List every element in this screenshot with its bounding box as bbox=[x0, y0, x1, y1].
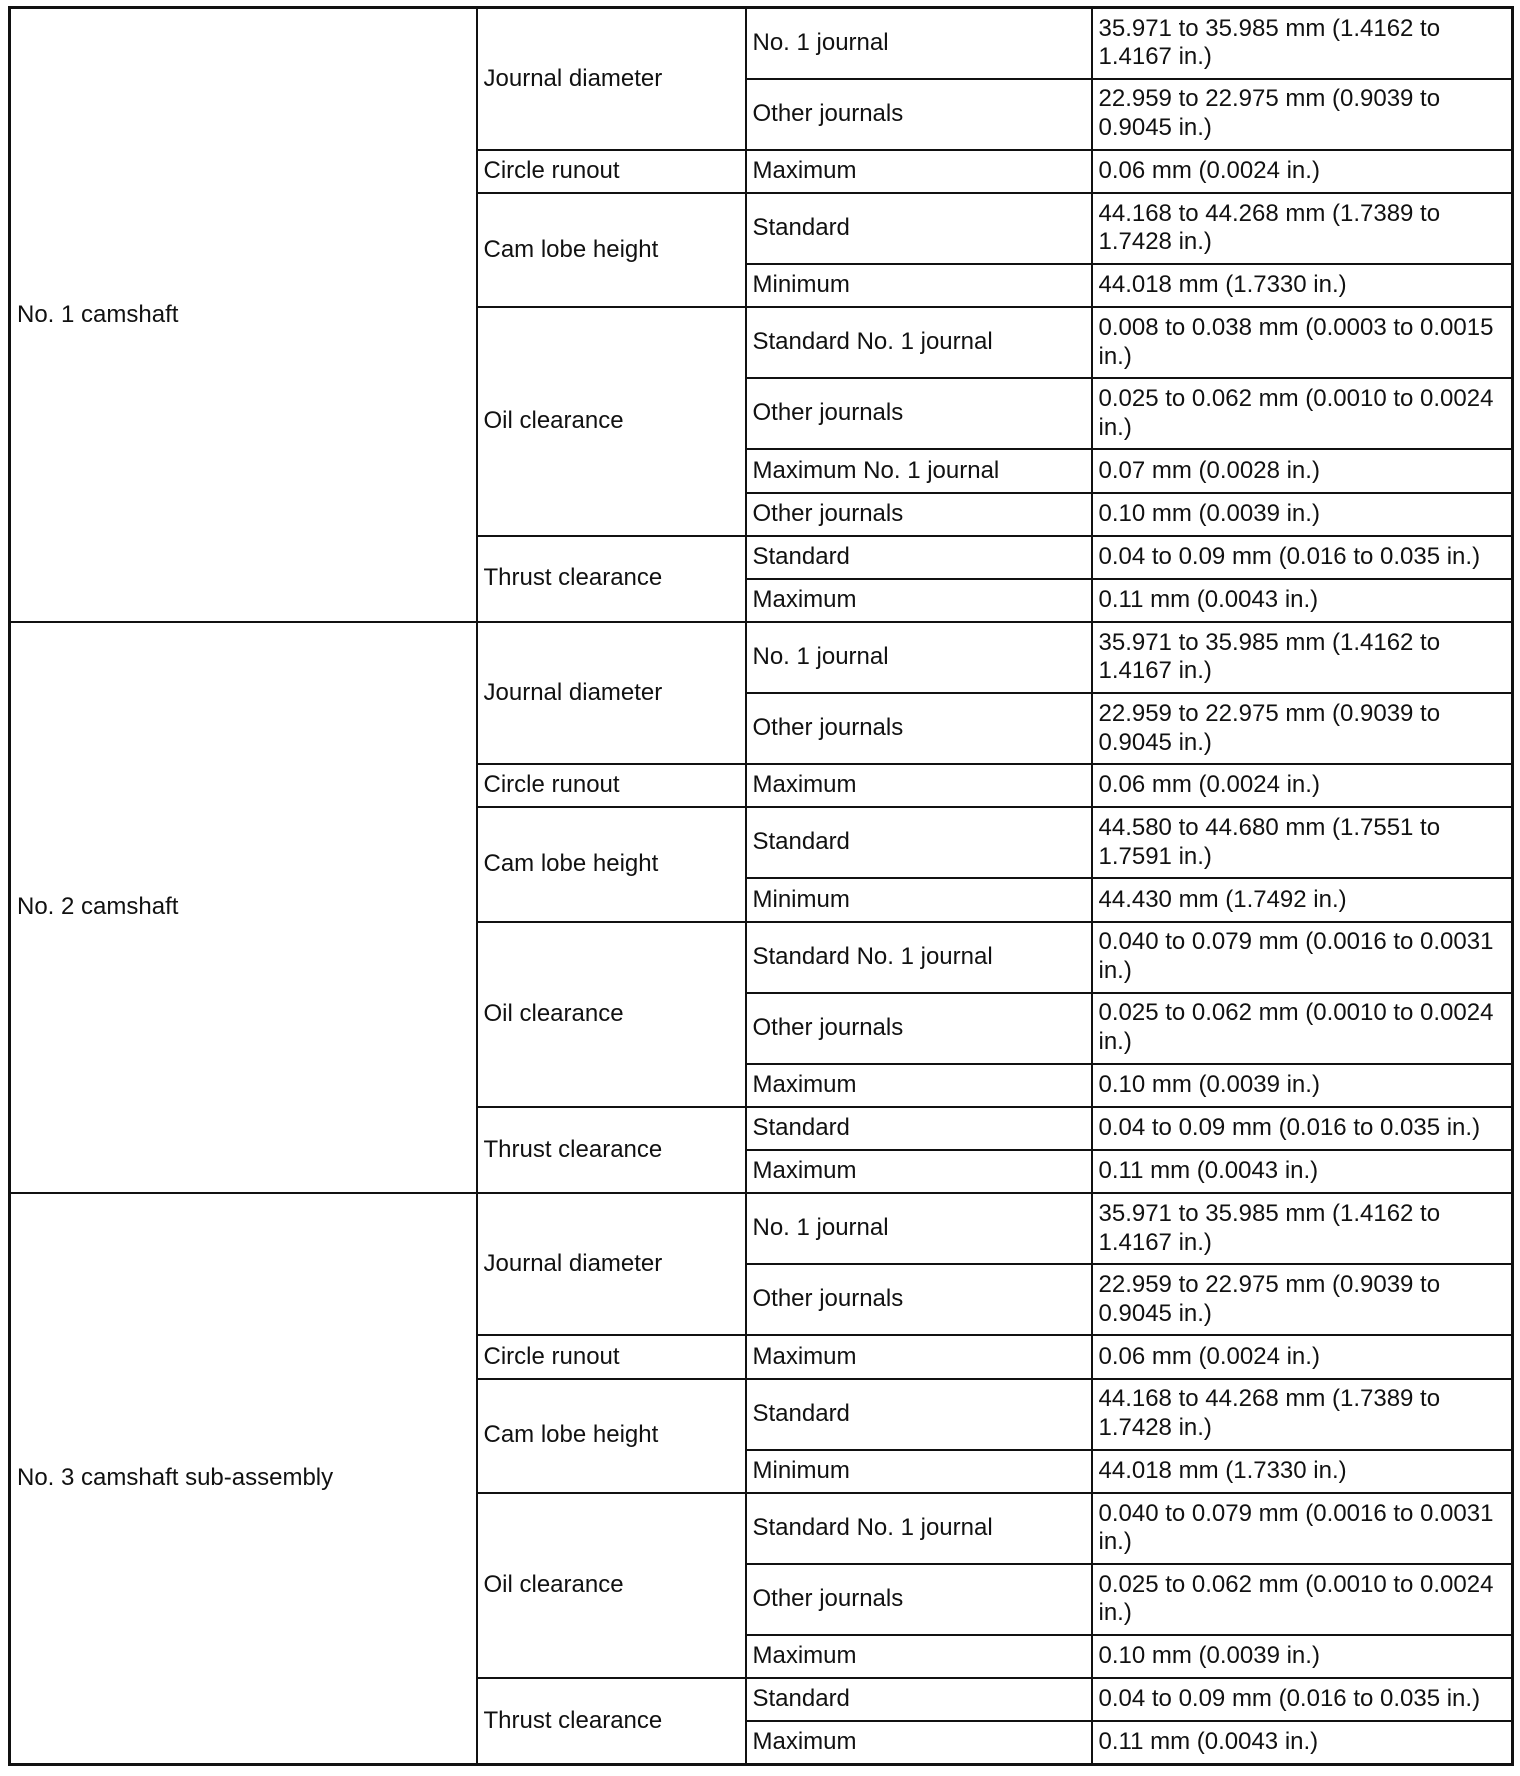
spec-page bbox=[8, 6, 1511, 1766]
item-cell: Cam lobe height bbox=[477, 193, 746, 307]
value-cell: 0.04 to 0.09 mm (0.016 to 0.035 in.) bbox=[1092, 1107, 1513, 1150]
value-cell: 44.430 mm (1.7492 in.) bbox=[1092, 878, 1513, 921]
value-cell: 0.11 mm (0.0043 in.) bbox=[1092, 1150, 1513, 1193]
value-cell: 0.06 mm (0.0024 in.) bbox=[1092, 1335, 1513, 1378]
condition-cell: Maximum bbox=[746, 1335, 1092, 1378]
item-cell: Circle runout bbox=[477, 150, 746, 193]
item-cell: Cam lobe height bbox=[477, 1379, 746, 1493]
value-cell: 0.008 to 0.038 mm (0.0003 to 0.0015 in.) bbox=[1092, 307, 1513, 378]
condition-cell: Other journals bbox=[746, 378, 1092, 449]
value-cell: 0.10 mm (0.0039 in.) bbox=[1092, 493, 1513, 536]
condition-cell: Maximum bbox=[746, 1721, 1092, 1764]
condition-cell: Maximum bbox=[746, 764, 1092, 807]
value-cell: 0.025 to 0.062 mm (0.0010 to 0.0024 in.) bbox=[1092, 1564, 1513, 1635]
condition-cell: Standard No. 1 journal bbox=[746, 307, 1092, 378]
table-row bbox=[10, 1193, 1513, 1264]
condition-cell: Maximum bbox=[746, 150, 1092, 193]
condition-cell: Other journals bbox=[746, 1564, 1092, 1635]
value-cell: 0.10 mm (0.0039 in.) bbox=[1092, 1064, 1513, 1107]
condition-cell: Maximum bbox=[746, 1150, 1092, 1193]
value-cell: 44.018 mm (1.7330 in.) bbox=[1092, 1450, 1513, 1493]
value-cell: 44.168 to 44.268 mm (1.7389 to 1.7428 in.) bbox=[1092, 193, 1513, 264]
condition-cell: Standard bbox=[746, 536, 1092, 579]
value-cell: 44.580 to 44.680 mm (1.7551 to 1.7591 in.) bbox=[1092, 807, 1513, 878]
spec-table-body bbox=[10, 8, 1513, 1765]
value-cell: 35.971 to 35.985 mm (1.4162 to 1.4167 in.) bbox=[1092, 622, 1513, 693]
condition-cell: Maximum bbox=[746, 579, 1092, 622]
table-row bbox=[10, 622, 1513, 693]
item-cell: Oil clearance bbox=[477, 922, 746, 1107]
condition-cell: Standard bbox=[746, 1678, 1092, 1721]
item-cell: Oil clearance bbox=[477, 307, 746, 536]
condition-cell: Maximum No. 1 journal bbox=[746, 449, 1092, 492]
value-cell: 0.11 mm (0.0043 in.) bbox=[1092, 579, 1513, 622]
value-cell: 0.04 to 0.09 mm (0.016 to 0.035 in.) bbox=[1092, 536, 1513, 579]
condition-cell: Minimum bbox=[746, 1450, 1092, 1493]
item-cell: Journal diameter bbox=[477, 8, 746, 150]
condition-cell: Standard bbox=[746, 807, 1092, 878]
condition-cell: Minimum bbox=[746, 878, 1092, 921]
component-cell: No. 2 camshaft bbox=[10, 622, 477, 1193]
item-cell: Thrust clearance bbox=[477, 1107, 746, 1193]
item-cell: Journal diameter bbox=[477, 622, 746, 764]
condition-cell: Standard No. 1 journal bbox=[746, 1493, 1092, 1564]
value-cell: 0.10 mm (0.0039 in.) bbox=[1092, 1635, 1513, 1678]
table-row bbox=[10, 8, 1513, 79]
condition-cell: Standard bbox=[746, 1107, 1092, 1150]
condition-cell: Maximum bbox=[746, 1064, 1092, 1107]
value-cell: 0.025 to 0.062 mm (0.0010 to 0.0024 in.) bbox=[1092, 378, 1513, 449]
condition-cell: Minimum bbox=[746, 264, 1092, 307]
value-cell: 0.11 mm (0.0043 in.) bbox=[1092, 1721, 1513, 1764]
condition-cell: Standard bbox=[746, 193, 1092, 264]
value-cell: 44.168 to 44.268 mm (1.7389 to 1.7428 in.) bbox=[1092, 1379, 1513, 1450]
camshaft-spec-table bbox=[8, 6, 1514, 1766]
value-cell: 22.959 to 22.975 mm (0.9039 to 0.9045 in.) bbox=[1092, 79, 1513, 150]
condition-cell: Other journals bbox=[746, 693, 1092, 764]
condition-cell: No. 1 journal bbox=[746, 622, 1092, 693]
item-cell: Thrust clearance bbox=[477, 1678, 746, 1764]
item-cell: Oil clearance bbox=[477, 1493, 746, 1678]
item-cell: Thrust clearance bbox=[477, 536, 746, 622]
value-cell: 22.959 to 22.975 mm (0.9039 to 0.9045 in.) bbox=[1092, 693, 1513, 764]
value-cell: 35.971 to 35.985 mm (1.4162 to 1.4167 in.) bbox=[1092, 8, 1513, 79]
item-cell: Circle runout bbox=[477, 1335, 746, 1378]
condition-cell: No. 1 journal bbox=[746, 1193, 1092, 1264]
item-cell: Journal diameter bbox=[477, 1193, 746, 1335]
value-cell: 44.018 mm (1.7330 in.) bbox=[1092, 264, 1513, 307]
value-cell: 0.07 mm (0.0028 in.) bbox=[1092, 449, 1513, 492]
value-cell: 0.025 to 0.062 mm (0.0010 to 0.0024 in.) bbox=[1092, 993, 1513, 1064]
value-cell: 0.04 to 0.09 mm (0.016 to 0.035 in.) bbox=[1092, 1678, 1513, 1721]
value-cell: 35.971 to 35.985 mm (1.4162 to 1.4167 in.) bbox=[1092, 1193, 1513, 1264]
value-cell: 0.06 mm (0.0024 in.) bbox=[1092, 764, 1513, 807]
item-cell: Cam lobe height bbox=[477, 807, 746, 921]
component-cell: No. 3 camshaft sub-assembly bbox=[10, 1193, 477, 1764]
value-cell: 0.040 to 0.079 mm (0.0016 to 0.0031 in.) bbox=[1092, 1493, 1513, 1564]
condition-cell: Other journals bbox=[746, 1264, 1092, 1335]
component-cell: No. 1 camshaft bbox=[10, 8, 477, 622]
value-cell: 0.040 to 0.079 mm (0.0016 to 0.0031 in.) bbox=[1092, 922, 1513, 993]
value-cell: 0.06 mm (0.0024 in.) bbox=[1092, 150, 1513, 193]
condition-cell: Other journals bbox=[746, 493, 1092, 536]
condition-cell: Other journals bbox=[746, 79, 1092, 150]
condition-cell: Other journals bbox=[746, 993, 1092, 1064]
condition-cell: Maximum bbox=[746, 1635, 1092, 1678]
condition-cell: Standard No. 1 journal bbox=[746, 922, 1092, 993]
condition-cell: No. 1 journal bbox=[746, 8, 1092, 79]
value-cell: 22.959 to 22.975 mm (0.9039 to 0.9045 in.) bbox=[1092, 1264, 1513, 1335]
item-cell: Circle runout bbox=[477, 764, 746, 807]
condition-cell: Standard bbox=[746, 1379, 1092, 1450]
